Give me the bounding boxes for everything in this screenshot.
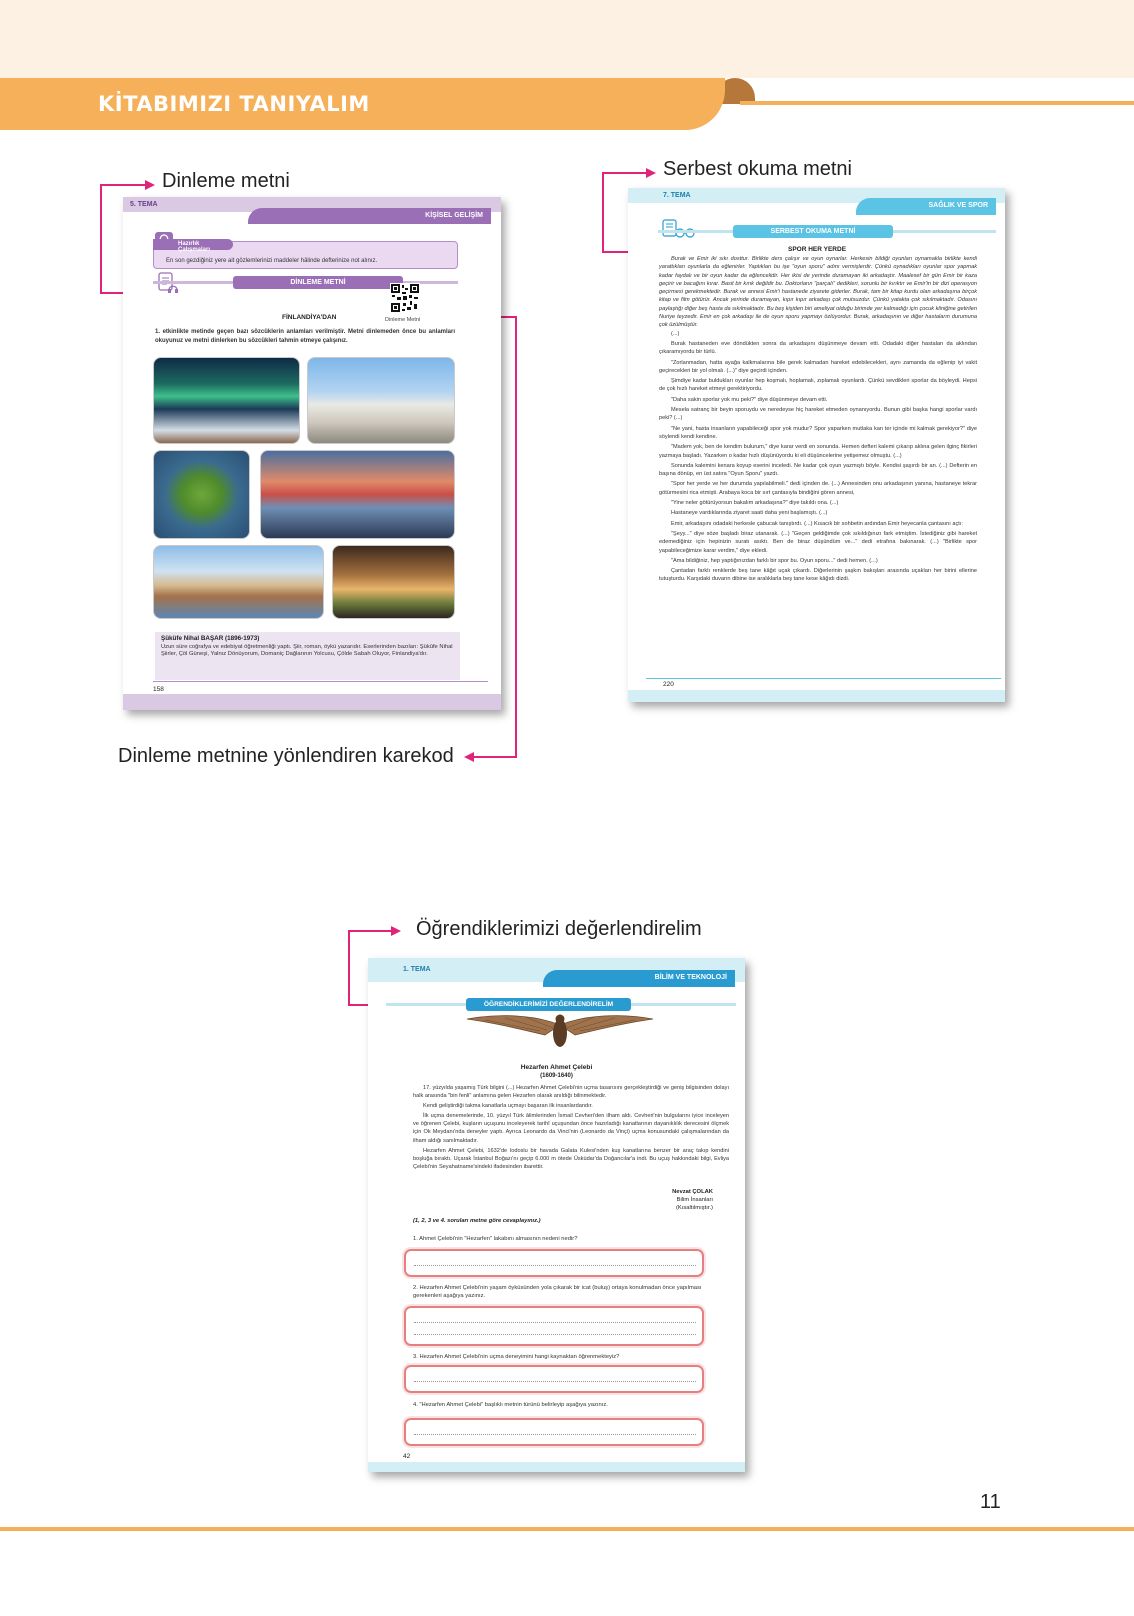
- book-page-number: 158: [153, 686, 164, 693]
- question-2: 2. Hezarfen Ahmet Çelebi'nin yaşam öyküsünden yola çıkarak bir icat (buluş) ortaya konulmadan önce yapılması gerekenleri aşağıya yazınız.: [413, 1285, 702, 1299]
- paragraph: "Ama bildiğiniz, hep yaptığınızdan farklı bir spor bu. Oyun sporu..." dedi hemen. (...): [671, 557, 878, 564]
- theme-tab: [543, 970, 735, 987]
- questions-instruction: (1, 2, 3 ve 4. soruları metne göre cevaplayınız.): [413, 1218, 541, 1224]
- theme-tab: [856, 198, 996, 215]
- answer-line: [414, 1381, 696, 1382]
- paragraph: "Ne yani, hasta insanların yapabileceği spor yok mudur? Spor yaparken mutlaka kan ter içinde mi kalmak gerekiyor?" diye söylendi kendi kendine.: [659, 425, 977, 440]
- theme-number: 5. TEMA: [130, 201, 158, 208]
- hazirlik-text: En son gezdiğiniz yere ait gözlemlerinizi maddeler hâlinde defterinize not alınız.: [166, 258, 378, 264]
- paragraph: (...): [671, 330, 680, 337]
- text-dates: (1609-1640): [540, 1073, 573, 1079]
- paragraph: Burak hastaneden eve döndükten sonra da arkadaşını düşünmeye devam etti. Odadaki diğer hastaları da aklından çıkaramıyordu bir türlü.: [659, 340, 977, 356]
- answer-field-2[interactable]: [404, 1306, 704, 1346]
- page-title: KİTABIMIZI TANIYALIM: [98, 92, 370, 116]
- paragraph: Emir, arkadaşını odadaki herkesle çabucak tanıştırdı. (...) Kısacık bir sohbetin ardından Emir heyecanla çantasını açtı:: [671, 520, 963, 527]
- question-4: 4. "Hezarfen Ahmet Çelebi" başlıklı metnin türünü belirleyip aşağıya yazınız.: [413, 1402, 608, 1408]
- book-page-dinleme: [123, 197, 501, 710]
- book-page-number: 220: [663, 681, 674, 688]
- theme-name: KİŞİSEL GELİŞİM: [425, 212, 483, 219]
- text-title: FİNLANDİYA'DAN: [282, 314, 337, 321]
- question-1: 1. Ahmet Çelebi'nin "Hezarfen" lakabını almasının nedeni nedir?: [413, 1236, 578, 1242]
- photo-island: [153, 450, 250, 539]
- answer-line: [414, 1434, 696, 1435]
- theme-tab: [248, 208, 491, 224]
- section-label: SERBEST OKUMA METNİ: [770, 228, 856, 235]
- paragraph: "Daha sakin sporlar yok mu peki?" diye düşünmeye devam etti.: [671, 396, 828, 403]
- arrow-right-icon: [145, 180, 155, 190]
- photo-city: [153, 545, 324, 619]
- paragraph: Burak ve Emir iki sıkı dosttur. Birlikte ders çalışır ve oyun oynarlar. Herkesin bildiği oyunları oynamakla birlikte kendi yarattıkları oyunlarla da eğlenirler. Yaptıkları bu işe "oyun sporu" adını vermişlerdir. Çünkü oynadıkları oyunlar spor yapmak kadar faydalı ve bir oyun kadar da eğlencelidir. Her ikisi de yerinde duramayan iki arkadaştır. Maalesef bir gün Emir bir kaza geçirir ve bacağını kırar. Basit bir kırık değildir bu. Doktorların "parçalı" dedikleri, sorunlu bir kırıktır ve Emir'in bir dizi operasyon geçirmesi gerekmektedir. Burak ve annesi Emir'i hastanede ziyarete giderler. Burak, tam bir kitap kurdu olan arkadaşına birçok kitap ve film götürür. Ancak yerinde duramayan, kıpır kıpır arkadaşı çok mutsuzdur. Çünkü yatakta çok sıkılmaktadır. Odasını paylaştığı diğer beş hasta da sıkılmaktadır. Bu beş kişiden biri ameliyat olduğu birimde yer kalmadığı için çocuk kliniğine getirilen Nuriye teyzedir. Emir en çok arkadaşı ile de oyun sporu yapmayı özlüyordur. Burak, arkadaşının ve diğer hastaların durumuna çok üzülmüştür.: [659, 256, 977, 329]
- author-name: Şüküfe Nihal BAŞAR (1896-1973): [161, 635, 260, 642]
- answer-field-3[interactable]: [404, 1365, 704, 1393]
- paragraph: Kendi geliştirdiği takma kanatlarla uçmayı başaran ilk insanlardandır.: [423, 1103, 593, 1110]
- hazirlik-tag: [153, 239, 233, 253]
- answer-field-1[interactable]: [404, 1249, 704, 1277]
- paragraph: "Zorlanmadan, hatta ayağa kalkmalarına bile gerek kalmadan hareket edebilecekleri, aynı zamanda da eğlenip iyi vakit geçirecekleri bir yol olmalı. (...)" diye geçirdi içinden.: [659, 359, 977, 374]
- paragraph: 17. yüzyılda yaşamış Türk bilgini (...) Hezarfen Ahmet Çelebi'nin uçma tasarısını gerçekleştirdiği ve geniş bilgisinden dolayı halk arasında "bin fenli" anlamına gelen Hezarfen olarak anıldığı bilinmektedir.: [413, 1085, 729, 1100]
- bottom-band: [628, 690, 1005, 702]
- paragraph: "Madem yok, ben de kendim bulurum," diye karar verdi en sonunda. Hemen defteri kalemi çıkarıp aklına gelen ilginç fikirleri yazmaya başladı. Yazarken o kadar hızlı düşünüyordu ki eli düşüncelerine yetişemez olmuştu. (...): [659, 444, 977, 459]
- section-pill: [733, 225, 893, 238]
- page-number: 11: [980, 1491, 1001, 1513]
- callout-dinleme-metni: Dinleme metni: [162, 170, 290, 192]
- connector-line: [602, 172, 646, 174]
- theme-number: 7. TEMA: [663, 192, 691, 199]
- reading-icon: [661, 219, 695, 239]
- paragraph: Sonunda kalemini kenara koyup eserini inceledi. Ne kadar çok oyun yazmıştı böyle. Kendisi şaşırdı bir an. (...) Defterin en başına dönüp, en üst satıra "Oyun Sporu" yazdı.: [659, 462, 977, 478]
- qr-code-icon[interactable]: [390, 283, 420, 313]
- signature-note: (Kısaltılmıştır.): [675, 1205, 713, 1211]
- connector-line: [348, 930, 391, 932]
- author-bio: Uzun süre coğrafya ve edebiyat öğretmenliği yaptı. Şiir, roman, öykü yazarıdır. Eserlerinden bazıları: Şükûfe Nihal Şiirler, Çöl Güneşi, Yalnız Dönüyorum, Domaniç Dağlarının Yolcusu, Çölde Sabah Oluyor, Finlandiya'dır.: [161, 644, 453, 658]
- paragraph: Çantadan farklı renklerde beş tane kâğıt uçak çıkardı. Diğerlerinin şaşkın bakışları arasında uçakları her birini ellerine tutuşturdu. Karşıdaki duvarın dibine ise aralıklarla beş tane kese kâğıdı dizdi.: [659, 568, 977, 583]
- instruction-text: 1. etkinlikte metinde geçen bazı sözcüklerin anlamları verilmiştir. Metni dinlemeden önce bu anlamları okuyunuz ve metni dinlerken bu sözcükleri tahmin etmeye çalışınız.: [155, 329, 455, 344]
- paragraph: "Yine neler götürüyorsun bakalım arkadaşına?" diye takıldı ona. (...): [671, 500, 839, 507]
- qr-caption: Dinleme Metni: [385, 317, 421, 323]
- paragraph: Şimdiye kadar buldukları oyunlar hep koşmalı, hoplamalı, zıplamalı oyunlardı. Çünkü sevdikleri sporlar da böyleydi. Hepsi de çok hızlı hareket etmeyi gerektiriyordu.: [659, 378, 977, 393]
- book-page-number: 42: [403, 1453, 411, 1460]
- hezarfen-wings-illustration: [465, 1011, 655, 1053]
- answer-line: [414, 1334, 696, 1335]
- connector-line: [602, 172, 604, 252]
- reading-body: [659, 255, 977, 584]
- section-pill: [233, 276, 403, 289]
- reading-body: [413, 1084, 729, 1171]
- section-pill: [466, 998, 631, 1011]
- paragraph: Mesela satranç bir beyin sporuydu ve neredeyse hiç hareket etmeden oynanıyordu. Bunun gibi başka hangi sporlar vardı peki? (...): [659, 407, 977, 422]
- footer-rule: [646, 678, 1001, 679]
- book-page-degerlendirme: [368, 958, 745, 1472]
- connector-line: [515, 316, 517, 758]
- connector-line: [100, 184, 102, 293]
- callout-karekod: Dinleme metnine yönlendiren karekod: [118, 745, 454, 767]
- answer-field-4[interactable]: [404, 1418, 704, 1446]
- theme-name: SAĞLIK VE SPOR: [928, 202, 988, 209]
- author-box: [155, 632, 460, 680]
- bottom-band: [123, 694, 501, 710]
- callout-ogrendiklerimizi: Öğrendiklerimizi değerlendirelim: [416, 918, 702, 940]
- signature-name: Nevzat ÇOLAK: [672, 1189, 713, 1195]
- arrow-left-icon: [464, 752, 474, 762]
- callout-serbest-okuma: Serbest okuma metni: [663, 158, 852, 180]
- paragraph: İlk uçma denemelerinde, 10. yüzyıl Türk âlimlerinden İsmail Cevheri'den ilham aldı. Cevheri'nin bulgularını iyice inceleyen ve öğrenen Çelebi, kuşların uçuşunu inceleyerek tarihî uçuşundan önce hazırladığı kanatlarının dayanıklılık derecesini ölçmek için Ok Meydanı'nda deneyler yaptı. Ayrıca Leonardo da Vinci'nin (Leonardo da Vinçi) uçma konusundaki çalışmalarından da ilham aldığı sanılmaktadır.: [413, 1113, 729, 1144]
- header-rule: [740, 101, 1134, 105]
- paragraph: Hastaneye vardıklarında ziyaret saati daha yeni başlamıştı. (...): [671, 510, 828, 517]
- photo-cathedral: [307, 357, 455, 444]
- theme-number: 1. TEMA: [403, 966, 431, 973]
- connector-line: [348, 930, 350, 1005]
- connector-line: [474, 756, 517, 758]
- answer-line: [414, 1322, 696, 1323]
- text-title: Hezarfen Ahmet Çelebi: [520, 1064, 593, 1071]
- paragraph: Hezarfen Ahmet Çelebi, 1632'de lodoslu bir havada Galata Kulesi'nden kuş kanatlarına benzer bir araç takıp kendini boşluğa bıraktı. Uçarak İstanbul Boğazı'nı geçip 6.000 m ötede Üsküdar'da Doğancılar'a indi. Bu uçuş hakkındaki bilgi, Evliya Çelebi'nin Seyahatname'sindeki ifadesinden ibarettir.: [413, 1147, 729, 1170]
- connector-line: [100, 184, 145, 186]
- theme-name: BİLİM VE TEKNOLOJİ: [654, 974, 727, 981]
- section-label: DİNLEME METNİ: [290, 279, 346, 286]
- photo-aurora: [153, 357, 300, 444]
- paragraph: "Spor her yerde ve her durumda yapılabilmeli." dedi içinden de. (...) Annesinden onu arkadaşının yanına, hastaneye tekrar götürmesini rica etmişti. Arabaya koca bir sırt çantasıyla bindiğini gören annesi,: [659, 481, 977, 496]
- top-band: [0, 0, 1134, 78]
- photo-tram: [332, 545, 455, 619]
- paragraph: "Şeyy..." diye söze başladı biraz utanarak. (...) "Geçen geldiğimde çok sıkıldığınızı fark etmiştim. İstediğiniz gibi hareket edemediğiniz için hepinizin suratı asıktı. Ben de biraz düşündüm ve..." dedi etrafına bakınarak. (...) "Birlikte spor yapabileceğimize karar verdim," diye ekledi.: [659, 530, 977, 554]
- arrow-right-icon: [391, 926, 401, 936]
- book-page-serbest: [628, 188, 1005, 702]
- section-label: ÖĞRENDİKLERİMİZİ DEĞERLENDİRELİM: [483, 1001, 614, 1008]
- arrow-right-icon: [646, 168, 656, 178]
- question-3: 3. Hezarfen Ahmet Çelebi'nin uçma deneyimini hangi kaynaktan öğrenmekteyiz?: [413, 1354, 620, 1360]
- photo-harbour: [260, 450, 455, 539]
- bottom-band: [368, 1462, 745, 1472]
- footer-rule: [0, 1527, 1134, 1531]
- hazirlik-label: Hazırlık Çalışmaları: [178, 241, 211, 253]
- signature-source: Bilim İnsanları: [676, 1197, 713, 1203]
- signature: [672, 1188, 713, 1212]
- answer-line: [414, 1265, 696, 1266]
- text-title: SPOR HER YERDE: [788, 246, 847, 253]
- footer-rule: [153, 681, 488, 682]
